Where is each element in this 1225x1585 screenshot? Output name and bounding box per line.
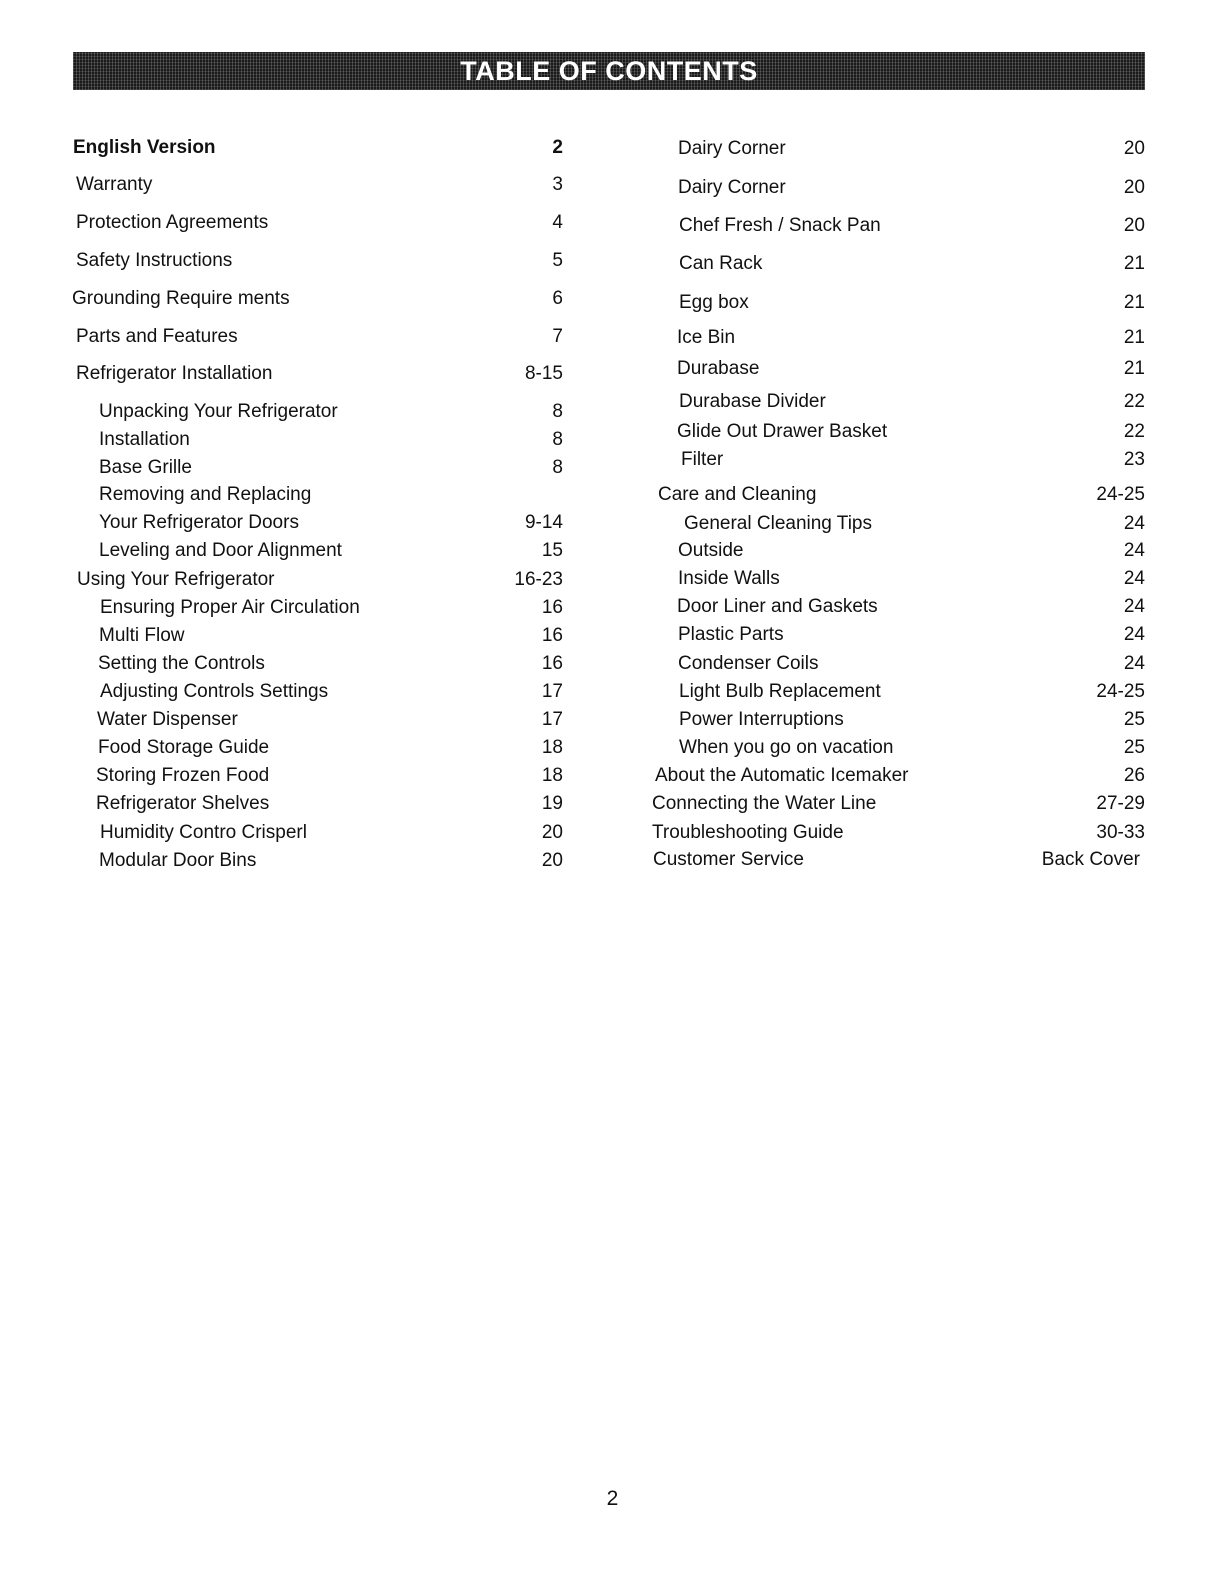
toc-entry bbox=[678, 566, 1145, 592]
toc-entry bbox=[76, 172, 563, 198]
toc-entry-page: 27-29 bbox=[1096, 793, 1145, 814]
toc-entry-page: 26 bbox=[1123, 765, 1145, 786]
toc-entry-label: Base Grille bbox=[99, 457, 192, 478]
toc-entry bbox=[679, 213, 1145, 239]
toc-entry-page: 24 bbox=[1123, 513, 1145, 534]
toc-entry-label: Egg box bbox=[679, 292, 749, 313]
toc-entry-page: 20 bbox=[1123, 138, 1145, 159]
toc-entry bbox=[100, 595, 563, 621]
toc-entry bbox=[98, 651, 563, 677]
toc-entry-label: English Version bbox=[73, 137, 216, 158]
toc-entry-label: Storing Frozen Food bbox=[96, 765, 270, 786]
toc-entry bbox=[677, 356, 1145, 382]
toc-entry-label: Power Interruptions bbox=[679, 709, 844, 730]
toc-entry-label: Inside Walls bbox=[678, 568, 780, 589]
toc-entry-label: Durabase bbox=[677, 358, 760, 379]
toc-entry-label: Light Bulb Replacement bbox=[679, 681, 881, 702]
toc-entry-page: 17 bbox=[541, 681, 563, 702]
toc-entry-page: 21 bbox=[1123, 292, 1145, 313]
toc-entry-page: 18 bbox=[541, 737, 563, 758]
toc-entry-page: 25 bbox=[1123, 737, 1145, 758]
toc-entry-page: 22 bbox=[1123, 421, 1145, 442]
toc-entry-label: Safety Instructions bbox=[76, 250, 233, 271]
page-title: TABLE OF CONTENTS bbox=[460, 55, 758, 86]
toc-entry bbox=[677, 594, 1145, 620]
toc-entry-label: Troubleshooting Guide bbox=[652, 822, 844, 843]
toc-entry bbox=[679, 251, 1145, 277]
page-number: 2 bbox=[606, 1487, 619, 1510]
toc-entry bbox=[99, 482, 563, 508]
toc-entry-page: 6 bbox=[552, 288, 563, 309]
toc-entry-page: 19 bbox=[541, 793, 563, 814]
toc-entry bbox=[679, 735, 1145, 761]
toc-entry-label: Protection Agreements bbox=[76, 212, 269, 233]
toc-entry-label: Multi Flow bbox=[99, 625, 185, 646]
toc-entry-label: Dairy Corner bbox=[678, 138, 786, 159]
toc-entry-label: Care and Cleaning bbox=[658, 484, 817, 505]
toc-entry bbox=[76, 248, 563, 274]
toc-entry-label: Food Storage Guide bbox=[98, 737, 270, 758]
toc-entry bbox=[99, 848, 563, 874]
toc-entry-label: Condenser Coils bbox=[678, 653, 819, 674]
toc-entry-label: About the Automatic Icemaker bbox=[655, 765, 909, 786]
toc-entry bbox=[652, 820, 1145, 846]
toc-entry-label: Dairy Corner bbox=[678, 177, 786, 198]
toc-entry bbox=[100, 820, 563, 846]
toc-entry-label: Removing and Replacing bbox=[99, 484, 312, 505]
toc-entry-label: Grounding Require ments bbox=[72, 288, 290, 309]
toc-entry-page: 25 bbox=[1123, 709, 1145, 730]
toc-entry-label: Glide Out Drawer Basket bbox=[677, 421, 888, 442]
toc-entry bbox=[73, 135, 563, 161]
toc-entry bbox=[99, 455, 563, 481]
toc-entry-page: 7 bbox=[552, 326, 563, 347]
toc-entry-page: 21 bbox=[1123, 253, 1145, 274]
toc-banner bbox=[73, 52, 1145, 90]
toc-entry bbox=[678, 622, 1145, 648]
toc-entry-page: 9-14 bbox=[524, 512, 563, 533]
toc-entry-page: 30-33 bbox=[1096, 822, 1145, 843]
toc-entry-page: 20 bbox=[541, 822, 563, 843]
toc-entry-label: Customer Service bbox=[653, 849, 804, 870]
toc-entry-page: 16-23 bbox=[514, 569, 563, 590]
toc-entry bbox=[653, 847, 1140, 873]
toc-entry-page: 2 bbox=[552, 137, 563, 158]
toc-entry-label: General Cleaning Tips bbox=[684, 513, 872, 534]
toc-entry bbox=[652, 791, 1145, 817]
toc-entry-label: Chef Fresh / Snack Pan bbox=[679, 215, 881, 236]
toc-entry-label: Ensuring Proper Air Circulation bbox=[100, 597, 360, 618]
toc-entry-page: Back Cover bbox=[1041, 849, 1140, 870]
toc-entry bbox=[677, 325, 1145, 351]
toc-entry-page: 16 bbox=[541, 597, 563, 618]
toc-entry-page: 24 bbox=[1123, 568, 1145, 589]
toc-entry-label: Unpacking Your Refrigerator bbox=[99, 401, 338, 422]
toc-entry bbox=[679, 707, 1145, 733]
toc-entry-label: Water Dispenser bbox=[97, 709, 238, 730]
toc-entry-label: Parts and Features bbox=[76, 326, 238, 347]
toc-entry-page: 24 bbox=[1123, 653, 1145, 674]
toc-entry-label: Filter bbox=[681, 449, 724, 470]
toc-entry bbox=[100, 679, 563, 705]
toc-entry-label: Ice Bin bbox=[677, 327, 736, 348]
toc-entry bbox=[76, 324, 563, 350]
toc-entry-page: 20 bbox=[1123, 177, 1145, 198]
toc-entry-label: Refrigerator Installation bbox=[76, 363, 273, 384]
toc-entry-label: Leveling and Door Alignment bbox=[99, 540, 342, 561]
toc-entry-label: Installation bbox=[99, 429, 190, 450]
toc-entry-label: Setting the Controls bbox=[98, 653, 265, 674]
toc-entry-label: Using Your Refrigerator bbox=[77, 569, 275, 590]
toc-entry bbox=[72, 286, 563, 312]
toc-entry bbox=[77, 567, 563, 593]
toc-entry bbox=[681, 447, 1145, 473]
toc-entry-page: 5 bbox=[552, 250, 563, 271]
toc-entry-page: 4 bbox=[552, 212, 563, 233]
toc-entry-page: 3 bbox=[552, 174, 563, 195]
toc-entry-label: Warranty bbox=[76, 174, 153, 195]
toc-entry-page: 24 bbox=[1123, 624, 1145, 645]
toc-entry-page: 24 bbox=[1123, 596, 1145, 617]
toc-entry bbox=[99, 427, 563, 453]
toc-entry bbox=[679, 389, 1145, 415]
toc-entry bbox=[655, 763, 1145, 789]
toc-entry bbox=[96, 791, 563, 817]
toc-entry-label: Modular Door Bins bbox=[99, 850, 257, 871]
toc-entry-page: 8 bbox=[552, 457, 563, 478]
toc-entry bbox=[96, 763, 563, 789]
toc-entry bbox=[678, 175, 1145, 201]
toc-entry bbox=[679, 290, 1145, 316]
toc-entry bbox=[678, 651, 1145, 677]
toc-entry bbox=[99, 510, 563, 536]
toc-entry-page: 17 bbox=[541, 709, 563, 730]
toc-entry bbox=[97, 707, 563, 733]
toc-entry bbox=[678, 136, 1145, 162]
toc-entry-page: 23 bbox=[1123, 449, 1145, 470]
toc-entry-label: Can Rack bbox=[679, 253, 763, 274]
toc-entry-page: 15 bbox=[541, 540, 563, 561]
toc-entry-page: 16 bbox=[541, 653, 563, 674]
toc-entry-page: 18 bbox=[541, 765, 563, 786]
toc-entry bbox=[679, 679, 1145, 705]
toc-entry-label: Connecting the Water Line bbox=[652, 793, 877, 814]
toc-entry bbox=[99, 623, 563, 649]
toc-entry bbox=[98, 735, 563, 761]
toc-entry-label: When you go on vacation bbox=[679, 737, 894, 758]
toc-entry-label: Plastic Parts bbox=[678, 624, 784, 645]
toc-entry-page: 21 bbox=[1123, 327, 1145, 348]
toc-entry-page: 21 bbox=[1123, 358, 1145, 379]
toc-entry-page: 22 bbox=[1123, 391, 1145, 412]
toc-entry-page: 20 bbox=[1123, 215, 1145, 236]
toc-entry-page: 24 bbox=[1123, 540, 1145, 561]
toc-entry-label: Your Refrigerator Doors bbox=[99, 512, 299, 533]
toc-entry-page: 8 bbox=[552, 429, 563, 450]
toc-entry-label: Refrigerator Shelves bbox=[96, 793, 270, 814]
toc-entry-page: 24-25 bbox=[1096, 681, 1145, 702]
toc-entry bbox=[99, 399, 563, 425]
toc-entry bbox=[677, 419, 1145, 445]
toc-entry-label: Adjusting Controls Settings bbox=[100, 681, 329, 702]
toc-entry bbox=[658, 482, 1145, 508]
toc-entry-page: 20 bbox=[541, 850, 563, 871]
toc-entry bbox=[684, 511, 1145, 537]
toc-entry-label: Humidity Contro Crisperl bbox=[100, 822, 307, 843]
toc-entry-label: Door Liner and Gaskets bbox=[677, 596, 878, 617]
toc-entry-label: Durabase Divider bbox=[679, 391, 826, 412]
toc-entry-page: 16 bbox=[541, 625, 563, 646]
toc-entry-page: 8-15 bbox=[524, 363, 563, 384]
toc-entry-page: 24-25 bbox=[1096, 484, 1145, 505]
toc-entry-label: Outside bbox=[678, 540, 744, 561]
toc-entry bbox=[678, 538, 1145, 564]
toc-entry bbox=[76, 361, 563, 387]
toc-entry-page: 8 bbox=[552, 401, 563, 422]
toc-entry bbox=[76, 210, 563, 236]
toc-entry bbox=[99, 538, 563, 564]
